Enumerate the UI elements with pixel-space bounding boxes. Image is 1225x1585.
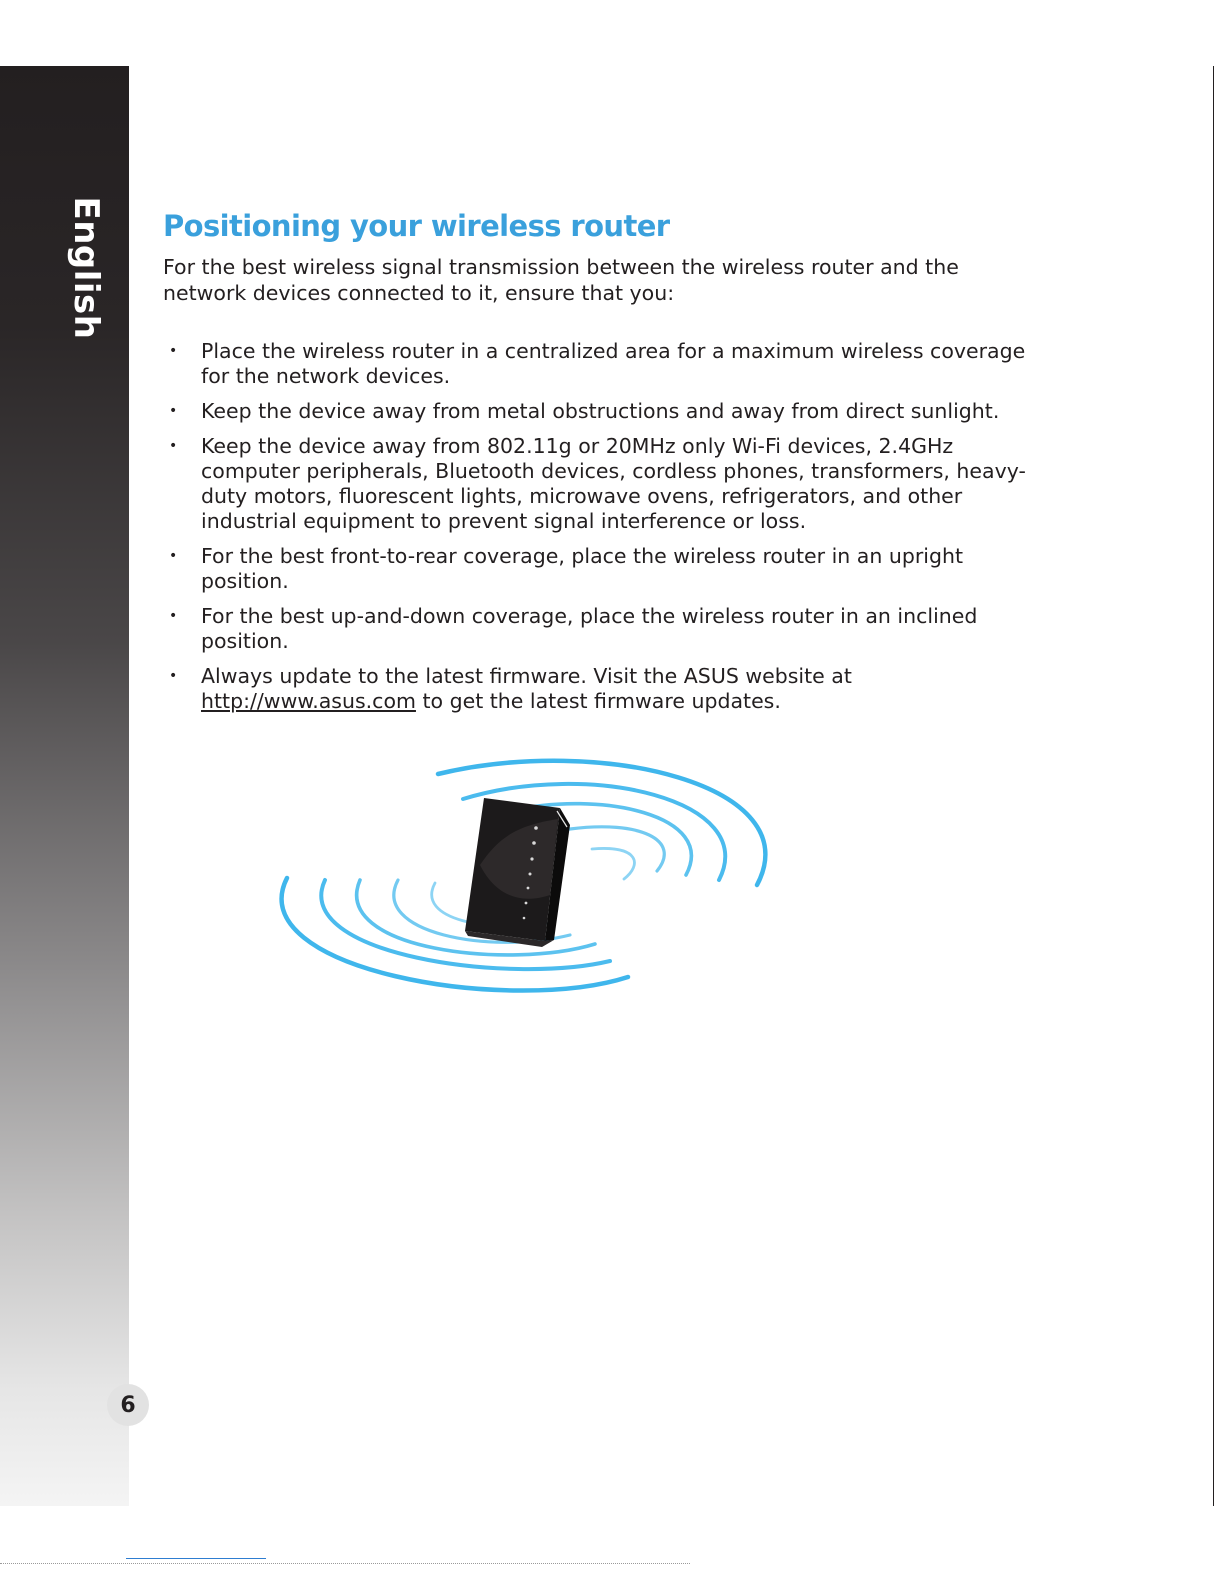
- bullet-icon: •: [169, 548, 178, 564]
- list-item-text: to get the latest firmware updates.: [422, 689, 781, 713]
- list-item: [163, 434, 1043, 534]
- wireless-router-signal-illustration: [270, 755, 790, 1005]
- page-number-badge: 6: [107, 1384, 149, 1426]
- bullet-icon: •: [169, 668, 178, 684]
- bottom-accent-rule: [126, 1558, 266, 1559]
- router-icon: [465, 798, 570, 947]
- signal-waves-lower: [282, 878, 628, 991]
- list-item: [163, 664, 1043, 714]
- bullet-icon: •: [169, 403, 178, 419]
- bullet-icon: •: [169, 608, 178, 624]
- list-item-text: Keep the device away from metal obstructions and away from direct sunlight.: [201, 399, 1000, 423]
- asus-website-link[interactable]: http://www.asus.com: [201, 689, 416, 713]
- page-title: Positioning your wireless router: [163, 209, 670, 243]
- list-item-text: Keep the device away from 802.11g or 20MHz only Wi-Fi devices, 2.4GHz computer peripherals, Bluetooth devices, cordless phones, transformers, heavy-duty motors, fluorescent lights, microwave ovens, refrigerators, and other industrial equipment to prevent signal interference or loss.: [201, 434, 1026, 533]
- bullet-icon: •: [169, 438, 178, 454]
- signal-wave: [592, 848, 634, 879]
- intro-paragraph: For the best wireless signal transmission between the wireless router and the network devices connected to it, ensure that you:: [163, 255, 959, 305]
- list-item-text: For the best up-and-down coverage, place the wireless router in an inclined position.: [201, 604, 978, 653]
- list-item-text: For the best front-to-rear coverage, place the wireless router in an upright position.: [201, 544, 964, 593]
- list-item: [163, 399, 1043, 424]
- language-sidebar: [0, 66, 129, 1506]
- list-item: [163, 604, 1043, 654]
- list-item-text: Always update to the latest firmware. Visit the ASUS website at: [201, 664, 852, 688]
- list-item-text: Place the wireless router in a centralized area for a maximum wireless coverage for the network devices.: [201, 339, 1026, 388]
- bullet-icon: •: [169, 343, 178, 359]
- main-content: [163, 206, 1043, 724]
- positioning-tips-list: [163, 339, 1043, 714]
- right-edge-rule: [1213, 66, 1214, 1506]
- language-label: English: [66, 196, 106, 340]
- list-item: [163, 339, 1043, 389]
- signal-wave: [282, 878, 628, 991]
- signal-wave: [321, 880, 610, 969]
- list-item: [163, 544, 1043, 594]
- bottom-dotted-rule: [0, 1563, 690, 1564]
